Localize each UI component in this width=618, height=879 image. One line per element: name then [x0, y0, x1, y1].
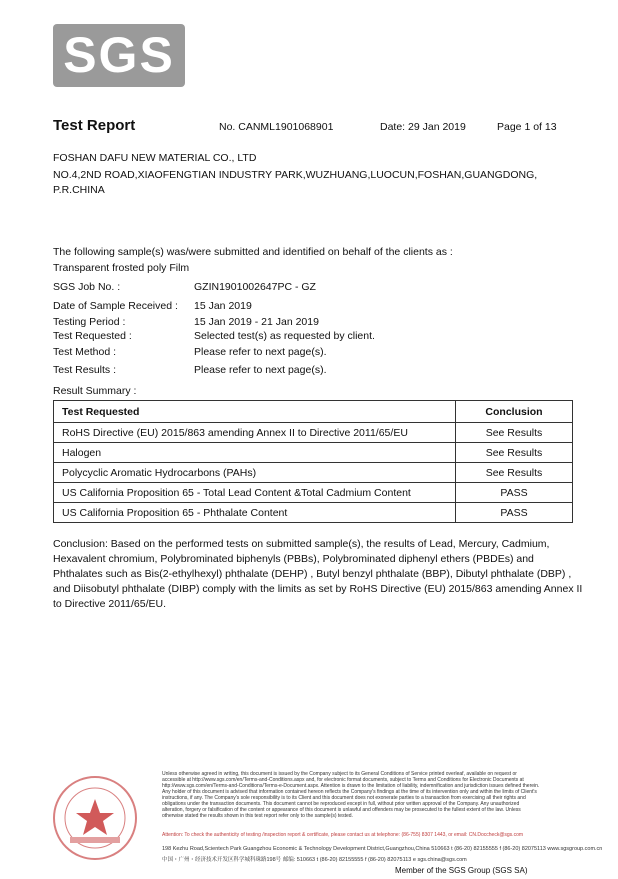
field-value-testing-period: 15 Jan 2019 - 21 Jan 2019: [194, 316, 319, 328]
sgs-logo: [53, 24, 185, 87]
result-summary-label: Result Summary :: [53, 385, 137, 397]
table-row: [54, 483, 573, 503]
row-test: RoHS Directive (EU) 2015/863 amending Annex II to Directive 2011/65/EU: [54, 423, 456, 443]
page-number: Page 1 of 13: [497, 121, 557, 133]
intro-text: The following sample(s) was/were submitted and identified on behalf of the clients as :: [53, 246, 453, 258]
field-label-test-results: Test Results :: [53, 364, 117, 376]
field-label-testing-period: Testing Period :: [53, 316, 126, 328]
field-value-test-results: Please refer to next page(s).: [194, 364, 327, 376]
header-test-requested: Test Requested: [54, 401, 456, 423]
address-chinese: 中国・广州・经济技术开发区科学城科珠路198号 邮编: 510663 t (86-20) 82155555 f (86-20) 82075113 e sgs.china@sgs.com: [162, 857, 467, 863]
row-conclusion: PASS: [456, 483, 573, 503]
field-value-test-method: Please refer to next page(s).: [194, 346, 327, 358]
address-english: 198 Kezhu Road,Scientech Park Guangzhou Economic & Technology Development District,Guangzhou,China 510663 t (86-20) 82155555 f (86-20) 82075113 www.sgsgroup.com.cn: [162, 846, 603, 852]
table-row: [54, 443, 573, 463]
field-value-date-received: 15 Jan 2019: [194, 300, 252, 312]
report-number: No. CANML1901068901: [219, 121, 334, 133]
conclusion-text: Conclusion: Based on the performed tests on submitted sample(s), the results of Lead, Mercury, Cadmium, Hexavalent chromium, Polybrominated biphenyls (PBBs), Polybrominated diphenyl ethers (PBDEs) and Phthalates such as Bis(2-ethylhexyl) phthalate (DEHP) , Butyl benzyl phthalate (BBP), Dibutyl phthalate (DBP) , and Diisobutyl phthalate (DIBP) comply with the limits as set by RoHS Directive (EU) 2015/863 amending Annex II to Directive 2011/65/EU.: [53, 538, 583, 610]
row-conclusion: PASS: [456, 503, 573, 523]
table-row: [54, 423, 573, 443]
report-title: Test Report: [53, 117, 136, 134]
field-label-date-received: Date of Sample Received :: [53, 300, 178, 312]
table-row: [54, 503, 573, 523]
header-conclusion: Conclusion: [456, 401, 573, 423]
client-address-line1: NO.4,2ND ROAD,XIAOFENGTIAN INDUSTRY PARK,WUZHUANG,LUOCUN,FOSHAN,GUANGDONG,: [53, 169, 538, 181]
logo-text: SGS: [63, 27, 175, 83]
row-test: Polycyclic Aromatic Hydrocarbons (PAHs): [54, 463, 456, 483]
row-conclusion: See Results: [456, 423, 573, 443]
field-label-test-method: Test Method :: [53, 346, 117, 358]
stamp-seal-icon: [52, 775, 138, 861]
member-of-sgs-group: Member of the SGS Group (SGS SA): [395, 866, 528, 875]
field-label-test-requested: Test Requested :: [53, 330, 132, 342]
field-value-test-requested: Selected test(s) as requested by client.: [194, 330, 375, 342]
field-label-job-no: SGS Job No. :: [53, 281, 121, 293]
report-date: Date: 29 Jan 2019: [380, 121, 466, 133]
row-test: Halogen: [54, 443, 456, 463]
sample-name: Transparent frosted poly Film: [53, 262, 190, 274]
table-row: [54, 463, 573, 483]
field-value-job-no: GZIN1901002647PC - GZ: [194, 281, 316, 293]
row-conclusion: See Results: [456, 443, 573, 463]
table-header-row: [54, 401, 573, 423]
row-test: US California Proposition 65 - Total Lead Content &Total Cadmium Content: [54, 483, 456, 503]
row-test: US California Proposition 65 - Phthalate Content: [54, 503, 456, 523]
result-summary-table: [53, 400, 573, 523]
client-address-line2: P.R.CHINA: [53, 184, 105, 196]
row-conclusion: See Results: [456, 463, 573, 483]
authenticity-attention: Attention: To check the authenticity of testing /inspection report & certificate, please contact us at telephone: (86-755) 8307 1443, or email: CN.Doccheck@sgs.com: [162, 832, 524, 838]
client-name: FOSHAN DAFU NEW MATERIAL CO., LTD: [53, 152, 257, 164]
terms-fine-print: Unless otherwise agreed in writing, this document is issued by the Company subject to its General Conditions of Service printed overleaf, available on request or accessible at http://www.sgs.com/en/Terms-and-Conditions.aspx and, for electronic format documents, subject to Terms and Conditions for Electronic Documents at http://www.sgs.com/en/Terms-and-Conditions/Terms-e-Document.aspx. Attention is drawn to the limitation of liability, indemnification and jurisdiction issues defined therein. Any holder of this document is advised that information contained hereon reflects the Company's findings at the time of its intervention only and within the limits of Client's instructions, if any. The Company's sole responsibility is to its Client and this document does not exonerate parties to a transaction from exercising all their rights and obligations under the transaction documents. This document cannot be reproduced except in full, without prior written approval of the Company. Any unauthorized alteration, forgery or falsification of the content or appearance of this document is unlawful and offenders may be prosecuted to the fullest extent of the law. Unless otherwise stated the results shown in this test report refer only to the sample(s) tested.: [162, 771, 540, 819]
